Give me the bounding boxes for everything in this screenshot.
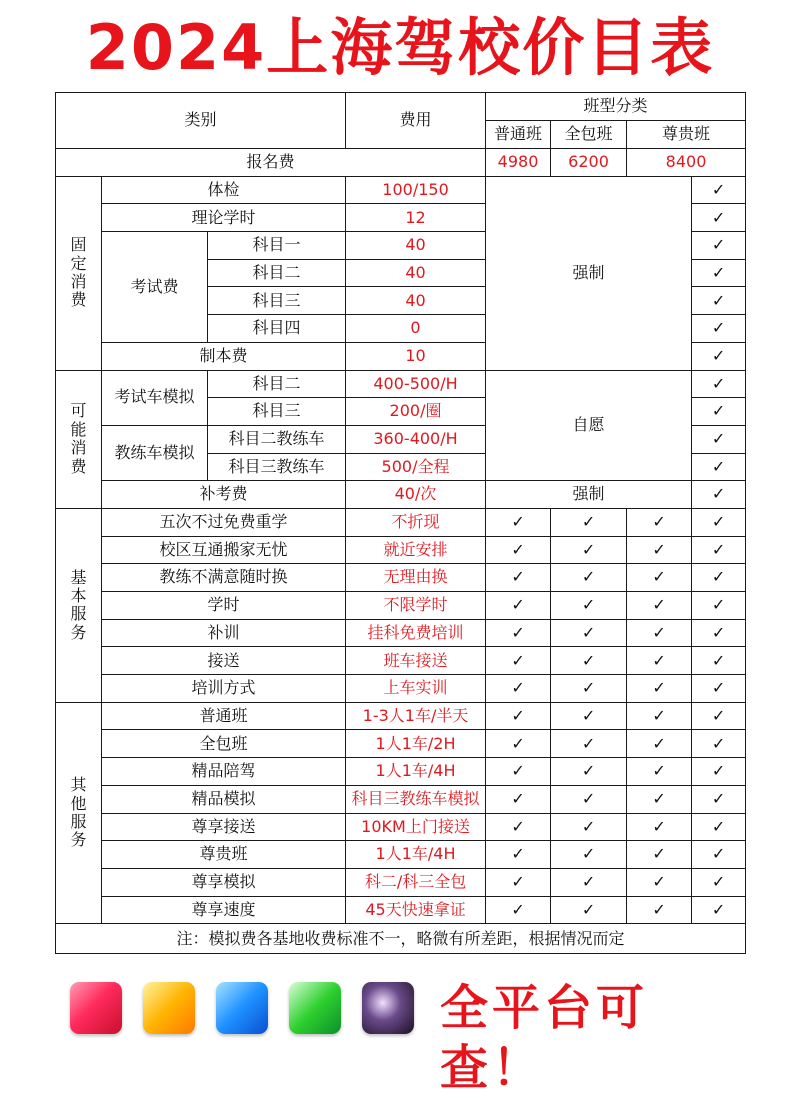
check-mark: ✓ bbox=[551, 675, 627, 703]
check-mark: ✓ bbox=[551, 508, 627, 536]
service-detail: 不折现 bbox=[346, 508, 486, 536]
check-mark: ✓ bbox=[692, 592, 746, 620]
check-mark: ✓ bbox=[486, 896, 551, 924]
check-mark: ✓ bbox=[692, 896, 746, 924]
fixed-fee: 10 bbox=[346, 342, 486, 370]
check-mark: ✓ bbox=[627, 841, 692, 869]
check-mark: ✓ bbox=[627, 758, 692, 786]
check-mark: ✓ bbox=[627, 702, 692, 730]
service-item: 精品陪驾 bbox=[102, 758, 346, 786]
possible-item: 科目三教练车 bbox=[208, 453, 346, 481]
fixed-fee: 12 bbox=[346, 204, 486, 232]
fixed-item: 理论学时 bbox=[102, 204, 346, 232]
check-mark: ✓ bbox=[486, 702, 551, 730]
service-detail: 无理由换 bbox=[346, 564, 486, 592]
check-mark: ✓ bbox=[551, 841, 627, 869]
service-detail: 不限学时 bbox=[346, 592, 486, 620]
class-standard: 普通班 bbox=[486, 121, 551, 149]
page-title: 2024上海驾校价目表 bbox=[85, 11, 715, 84]
check-mark: ✓ bbox=[551, 758, 627, 786]
check-mark: ✓ bbox=[627, 730, 692, 758]
possible-fee: 400-500/H bbox=[346, 370, 486, 398]
fixed-fee: 100/150 bbox=[346, 176, 486, 204]
check-mark: ✓ bbox=[627, 868, 692, 896]
check-mark: ✓ bbox=[486, 508, 551, 536]
check-mark: ✓ bbox=[692, 675, 746, 703]
service-item: 尊享模拟 bbox=[102, 868, 346, 896]
check-mark: ✓ bbox=[692, 730, 746, 758]
service-item: 教练不满意随时换 bbox=[102, 564, 346, 592]
class-premium: 尊贵班 bbox=[627, 121, 746, 149]
group-fixed: 固 定 消 费 bbox=[56, 176, 102, 370]
possible-item: 科目二 bbox=[208, 370, 346, 398]
service-detail: 10KM上门接送 bbox=[346, 813, 486, 841]
bottom-bar bbox=[0, 972, 800, 1096]
service-detail: 班车接送 bbox=[346, 647, 486, 675]
possible-fee: 40/次 bbox=[346, 481, 486, 509]
check-mark: ✓ bbox=[551, 868, 627, 896]
check-mark: ✓ bbox=[627, 619, 692, 647]
check-mark: ✓ bbox=[692, 204, 746, 232]
check-mark: ✓ bbox=[486, 813, 551, 841]
check-mark: ✓ bbox=[486, 536, 551, 564]
check-mark: ✓ bbox=[692, 398, 746, 426]
fixed-item: 体检 bbox=[102, 176, 346, 204]
exam-fee-label: 考试费 bbox=[102, 232, 208, 343]
check-mark: ✓ bbox=[627, 592, 692, 620]
service-detail: 1人1车/2H bbox=[346, 730, 486, 758]
group-other: 其 他 服 务 bbox=[56, 702, 102, 924]
slogan: 全平台可查！ bbox=[440, 980, 649, 1096]
service-item: 尊贵班 bbox=[102, 841, 346, 869]
check-mark: ✓ bbox=[692, 785, 746, 813]
check-mark: ✓ bbox=[692, 342, 746, 370]
check-mark: ✓ bbox=[551, 730, 627, 758]
check-mark: ✓ bbox=[486, 564, 551, 592]
check-mark: ✓ bbox=[692, 425, 746, 453]
possible-fee: 200/圈 bbox=[346, 398, 486, 426]
fixed-fee: 0 bbox=[346, 315, 486, 343]
fixed-item: 科目二 bbox=[208, 259, 346, 287]
yellow-tile bbox=[143, 982, 195, 1034]
possible-item: 补考费 bbox=[102, 481, 346, 509]
check-mark: ✓ bbox=[692, 868, 746, 896]
service-detail: 科目三教练车模拟 bbox=[346, 785, 486, 813]
check-mark: ✓ bbox=[551, 896, 627, 924]
service-detail: 科二/科三全包 bbox=[346, 868, 486, 896]
registration-price-premium: 8400 bbox=[627, 149, 746, 177]
group-possible: 可 能 消 费 bbox=[56, 370, 102, 508]
check-mark: ✓ bbox=[486, 868, 551, 896]
check-mark: ✓ bbox=[486, 841, 551, 869]
class-all-inclusive: 全包班 bbox=[551, 121, 627, 149]
check-mark: ✓ bbox=[692, 647, 746, 675]
check-mark: ✓ bbox=[486, 619, 551, 647]
service-detail: 1人1车/4H bbox=[346, 841, 486, 869]
registration-price-all-inclusive: 6200 bbox=[551, 149, 627, 177]
check-mark: ✓ bbox=[551, 813, 627, 841]
check-mark: ✓ bbox=[692, 758, 746, 786]
group-basic: 基 本 服 务 bbox=[56, 508, 102, 702]
check-mark: ✓ bbox=[692, 176, 746, 204]
check-mark: ✓ bbox=[551, 785, 627, 813]
possible-item: 科目三 bbox=[208, 398, 346, 426]
possible-note-voluntary: 自愿 bbox=[486, 370, 692, 481]
service-item: 五次不过免费重学 bbox=[102, 508, 346, 536]
check-mark: ✓ bbox=[627, 564, 692, 592]
check-mark: ✓ bbox=[692, 287, 746, 315]
service-item: 补训 bbox=[102, 619, 346, 647]
service-detail: 1-3人1车/半天 bbox=[346, 702, 486, 730]
service-item: 尊享接送 bbox=[102, 813, 346, 841]
registration-label: 报名费 bbox=[56, 149, 486, 177]
fixed-fee: 40 bbox=[346, 259, 486, 287]
fixed-fee: 40 bbox=[346, 232, 486, 260]
blue-tile bbox=[216, 982, 268, 1034]
check-mark: ✓ bbox=[692, 508, 746, 536]
check-mark: ✓ bbox=[627, 647, 692, 675]
possible-fee: 360-400/H bbox=[346, 425, 486, 453]
service-item: 全包班 bbox=[102, 730, 346, 758]
check-mark: ✓ bbox=[486, 785, 551, 813]
coach-label: 教练车模拟 bbox=[102, 425, 208, 480]
service-item: 学时 bbox=[102, 592, 346, 620]
check-mark: ✓ bbox=[692, 813, 746, 841]
check-mark: ✓ bbox=[627, 785, 692, 813]
service-item: 普通班 bbox=[102, 702, 346, 730]
service-detail: 45天快速拿证 bbox=[346, 896, 486, 924]
possible-note-forced: 强制 bbox=[486, 481, 692, 509]
check-mark: ✓ bbox=[551, 564, 627, 592]
check-mark: ✓ bbox=[551, 647, 627, 675]
fixed-note: 强制 bbox=[486, 176, 692, 370]
fixed-fee: 40 bbox=[346, 287, 486, 315]
fixed-item: 科目四 bbox=[208, 315, 346, 343]
check-mark: ✓ bbox=[692, 259, 746, 287]
check-mark: ✓ bbox=[692, 564, 746, 592]
check-mark: ✓ bbox=[692, 453, 746, 481]
service-item: 精品模拟 bbox=[102, 785, 346, 813]
check-mark: ✓ bbox=[692, 702, 746, 730]
footnote: 注：模拟费各基地收费标准不一，略微有所差距，根据情况而定 bbox=[56, 924, 746, 954]
dark-tile bbox=[362, 982, 414, 1034]
fixed-item: 制本费 bbox=[102, 342, 346, 370]
price-table bbox=[55, 92, 746, 954]
registration-price-standard: 4980 bbox=[486, 149, 551, 177]
green-tile bbox=[289, 982, 341, 1034]
header-class-types: 班型分类 bbox=[486, 93, 746, 121]
possible-item: 科目二教练车 bbox=[208, 425, 346, 453]
fixed-item: 科目三 bbox=[208, 287, 346, 315]
service-detail: 就近安排 bbox=[346, 536, 486, 564]
check-mark: ✓ bbox=[486, 675, 551, 703]
check-mark: ✓ bbox=[486, 647, 551, 675]
check-mark: ✓ bbox=[692, 536, 746, 564]
check-mark: ✓ bbox=[692, 232, 746, 260]
service-detail: 1人1车/4H bbox=[346, 758, 486, 786]
sim-label: 考试车模拟 bbox=[102, 370, 208, 425]
service-item: 校区互通搬家无忧 bbox=[102, 536, 346, 564]
possible-fee: 500/全程 bbox=[346, 453, 486, 481]
check-mark: ✓ bbox=[692, 315, 746, 343]
check-mark: ✓ bbox=[627, 675, 692, 703]
fixed-item: 科目一 bbox=[208, 232, 346, 260]
check-mark: ✓ bbox=[692, 370, 746, 398]
red-tile bbox=[70, 982, 122, 1034]
service-detail: 上车实训 bbox=[346, 675, 486, 703]
check-mark: ✓ bbox=[551, 592, 627, 620]
service-detail: 挂科免费培训 bbox=[346, 619, 486, 647]
check-mark: ✓ bbox=[627, 536, 692, 564]
header-fee: 费用 bbox=[346, 93, 486, 149]
check-mark: ✓ bbox=[486, 758, 551, 786]
check-mark: ✓ bbox=[486, 592, 551, 620]
check-mark: ✓ bbox=[627, 896, 692, 924]
check-mark: ✓ bbox=[551, 702, 627, 730]
service-item: 尊享速度 bbox=[102, 896, 346, 924]
service-item: 培训方式 bbox=[102, 675, 346, 703]
header-category: 类别 bbox=[56, 93, 346, 149]
check-mark: ✓ bbox=[692, 619, 746, 647]
check-mark: ✓ bbox=[627, 813, 692, 841]
check-mark: ✓ bbox=[692, 481, 746, 509]
check-mark: ✓ bbox=[551, 536, 627, 564]
service-item: 接送 bbox=[102, 647, 346, 675]
check-mark: ✓ bbox=[627, 508, 692, 536]
check-mark: ✓ bbox=[486, 730, 551, 758]
check-mark: ✓ bbox=[551, 619, 627, 647]
check-mark: ✓ bbox=[692, 841, 746, 869]
